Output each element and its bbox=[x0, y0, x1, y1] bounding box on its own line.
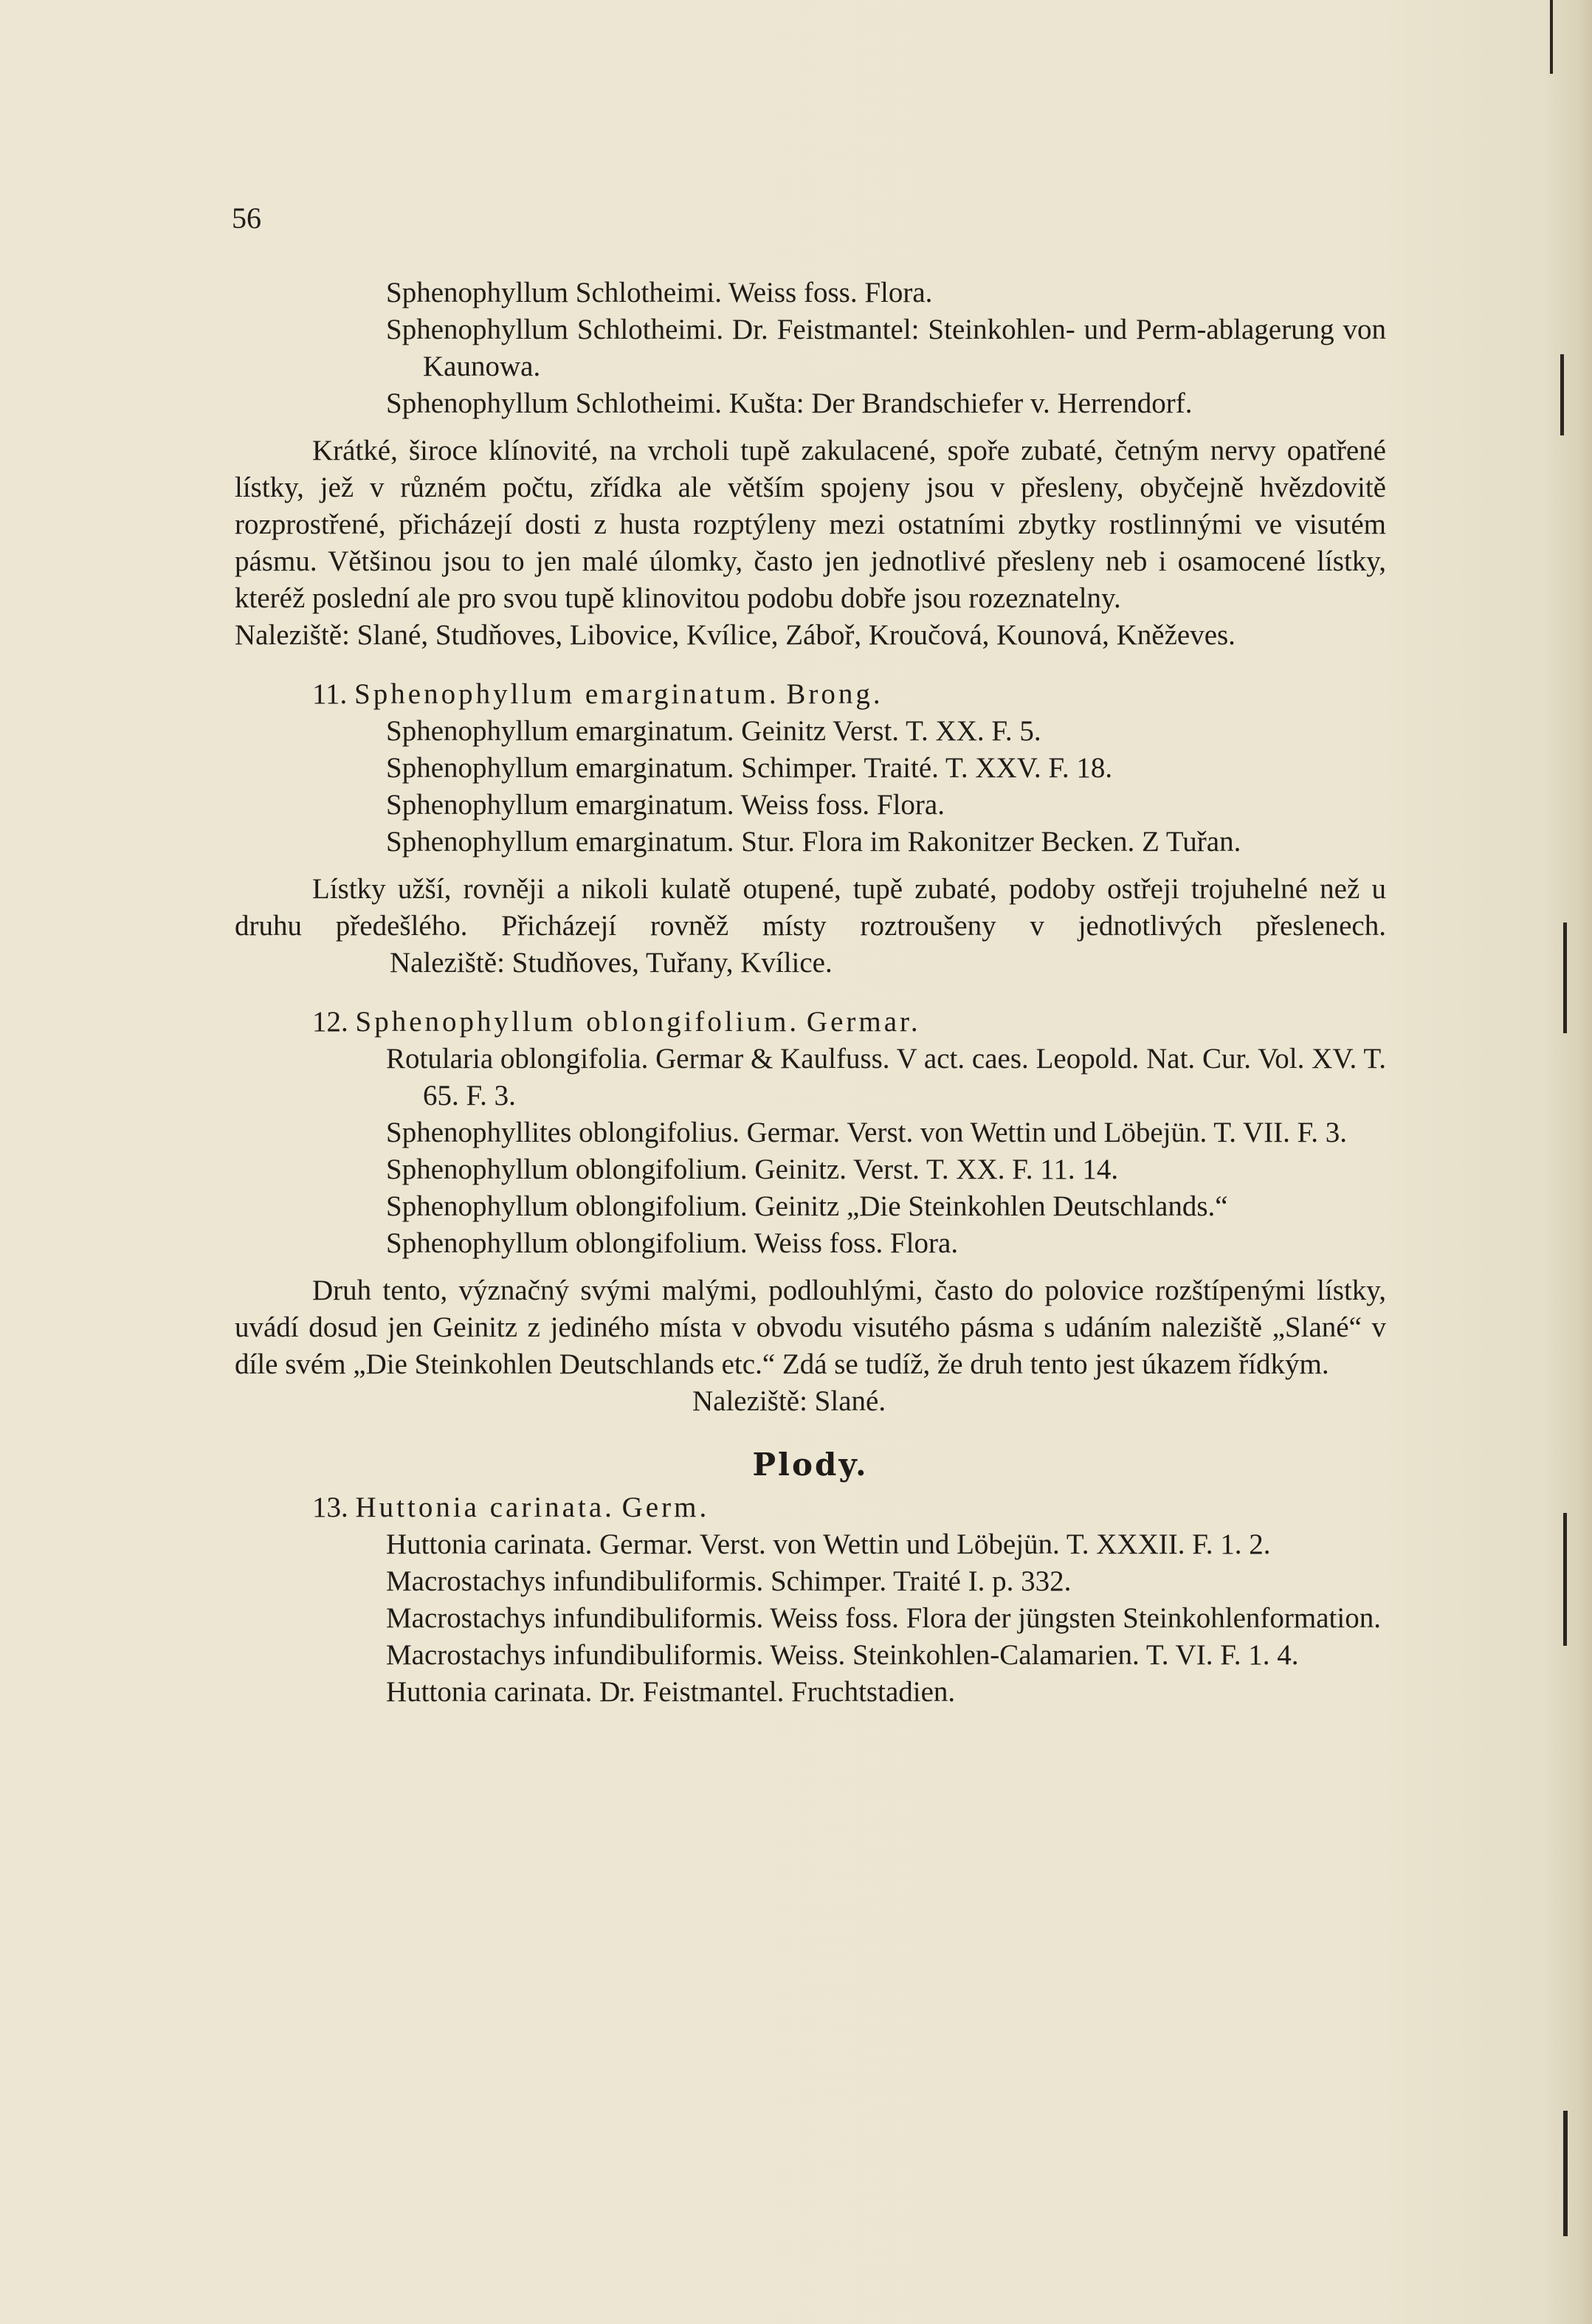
locality-line: Naleziště: Studňoves, Tuřany, Kvílice. bbox=[390, 947, 833, 979]
reference-line: Sphenophyllum oblongifolium. Weiss foss. Flora. bbox=[386, 1227, 959, 1259]
reference-line: Sphenophyllum Schlotheimi. Kušta: Der Brandschiefer v. Herrendorf. bbox=[386, 387, 1193, 419]
reference-line: Sphenophyllum oblongifolium. Geinitz. Verst. T. XX. F. 11. 14. bbox=[386, 1154, 1119, 1185]
reference-line: Huttonia carinata. Germar. Verst. von Wettin und Löbejün. T. XXXII. F. 1. 2. bbox=[386, 1528, 1271, 1560]
reference-line: Rotularia oblongifolia. Germar & Kaulfuss. V act. caes. Leopold. Nat. Cur. Vol. XV. T. 65. F. 3. bbox=[386, 1043, 1386, 1111]
entry-number: 12. bbox=[312, 1006, 348, 1038]
species-author: Germ. bbox=[621, 1492, 710, 1523]
reference-line: Macrostachys infundibuliformis. Schimper. Traité I. p. 332. bbox=[386, 1565, 1072, 1597]
page-number: 56 bbox=[232, 201, 261, 235]
description-paragraph bbox=[235, 871, 1386, 982]
binding-mark bbox=[1563, 923, 1567, 1033]
reference-line: Sphenophyllum emarginatum. Weiss foss. Flora. bbox=[386, 789, 945, 821]
entry-number: 11. bbox=[312, 678, 348, 710]
description-paragraph: Krátké, široce klínovité, na vrcholi tupě zakulacené, spoře zubaté, četným nervy opatřené lístky, jež v různém počtu, zřídka ale větším spojeny jsou v přesleny, obyčejně hvězdovitě rozprostřené, přicházejí dosti z husta rozptýleny mezi ostatními zbytky rostlinnými ve visutém pásmu. Většinou jsou to jen malé úlomky, často jen jednotlivé přesleny neb i osamocené lístky, kteréž poslední ale pro svou tupě klinovitou podobu dobře jsou rozeznatelny. bbox=[235, 435, 1386, 614]
species-author: Brong. bbox=[786, 678, 883, 710]
species-entry-13 bbox=[312, 1489, 1386, 1526]
entry-number: 13. bbox=[312, 1492, 348, 1523]
species-author: Germar. bbox=[806, 1006, 921, 1038]
binding-mark bbox=[1550, 0, 1553, 74]
reference-line: Sphenophyllum Schlotheimi. Weiss foss. Flora. bbox=[386, 277, 933, 308]
species-name: Huttonia carinata. bbox=[355, 1492, 615, 1523]
main-text bbox=[235, 275, 1386, 1711]
species-name: Sphenophyllum emarginatum. bbox=[354, 678, 779, 710]
species-entry-12 bbox=[312, 1004, 1386, 1041]
binding-mark bbox=[1563, 1513, 1567, 1646]
reference-line: Sphenophyllum emarginatum. Geinitz Verst. T. XX. F. 5. bbox=[386, 715, 1041, 747]
description-text: Lístky užší, rovněji a nikoli kulatě otupené, tupě zubaté, podoby ostřeji trojuhelné než u druhu předešlého. Přicházejí rovněž místy roztroušeny v jednotlivých přeslenech. bbox=[235, 873, 1386, 942]
reference-line: Sphenophyllum emarginatum. Schimper. Traité. T. XXV. F. 18. bbox=[386, 752, 1113, 784]
reference-line: Sphenophyllum emarginatum. Stur. Flora im Rakonitzer Becken. Z Tuřan. bbox=[386, 826, 1241, 858]
reference-line: Sphenophyllum Schlotheimi. Dr. Feistmantel: Steinkohlen- und Perm-ablagerung von Kaunowa. bbox=[386, 314, 1386, 382]
species-entry-11 bbox=[312, 676, 1386, 713]
reference-line: Sphenophyllum oblongifolium. Geinitz „Die Steinkohlen Deutschlands.“ bbox=[386, 1190, 1228, 1222]
page-edge bbox=[1548, 0, 1592, 2324]
locality-line: Naleziště: Slané, Studňoves, Libovice, Kvílice, Záboř, Kroučová, Kounová, Kněževes. bbox=[235, 619, 1236, 651]
reference-line: Sphenophyllites oblongifolius. Germar. Verst. von Wettin und Löbejün. T. VII. F. 3. bbox=[386, 1117, 1347, 1148]
section-heading: Plody. bbox=[752, 1447, 869, 1483]
reference-line: Huttonia carinata. Dr. Feistmantel. Fruchtstadien. bbox=[386, 1676, 956, 1708]
reference-line: Macrostachys infundibuliformis. Weiss. Steinkohlen-Calamarien. T. VI. F. 1. 4. bbox=[386, 1639, 1299, 1671]
reference-line: Macrostachys infundibuliformis. Weiss foss. Flora der jüngsten Steinkohlenformation. bbox=[386, 1602, 1381, 1634]
locality-line: Naleziště: Slané. bbox=[692, 1385, 886, 1417]
binding-mark bbox=[1563, 2111, 1568, 2236]
species-name: Sphenophyllum oblongifolium. bbox=[355, 1006, 800, 1038]
binding-mark bbox=[1560, 354, 1564, 435]
description-paragraph: Druh tento, význačný svými malými, podlouhlými, často do polovice rozštípenými lístky, uvádí dosud jen Geinitz z jediného místa v obvodu visutého pásma s udáním naleziště „Slané“ v díle svém „Die Steinkohlen Deutschlands etc.“ Zdá se tudíž, že druh tento jest úkazem řídkým. bbox=[235, 1275, 1386, 1380]
